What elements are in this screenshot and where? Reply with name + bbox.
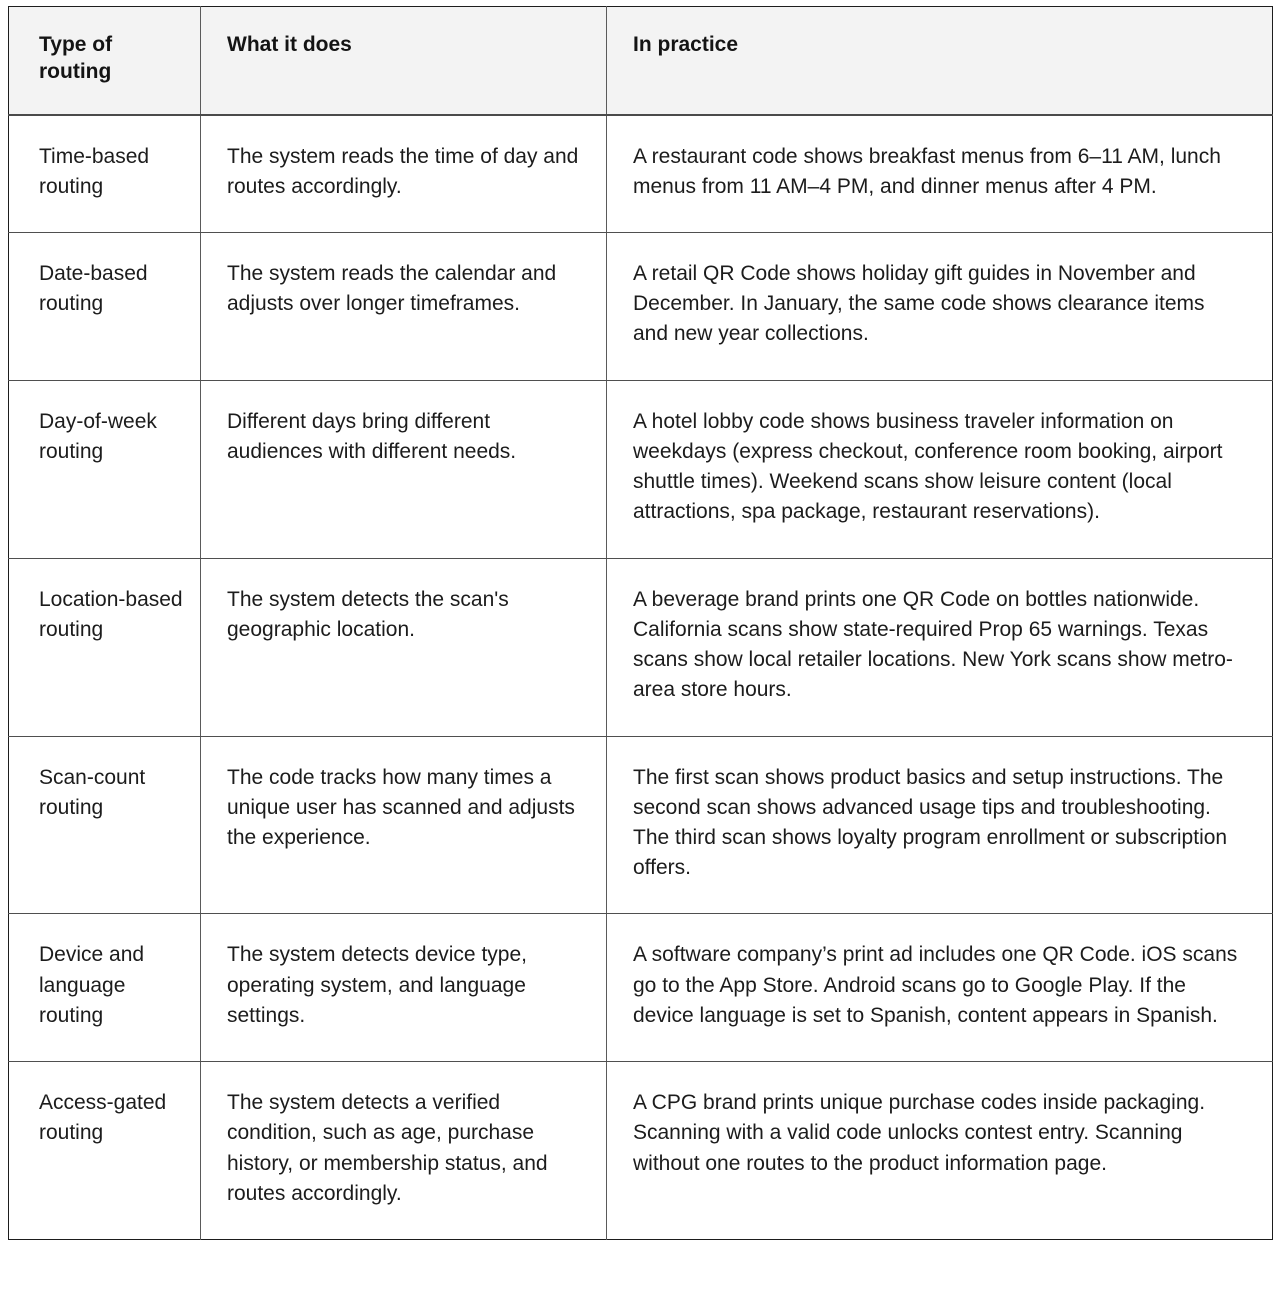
column-header-type-line-1: Type of (39, 33, 113, 56)
column-header-type-line-2: routing (39, 60, 112, 84)
cell-routing-type: Date-based routing (9, 232, 201, 380)
table-row (9, 1062, 1273, 1240)
cell-what-it-does: The system detects the scan's geographic location. (201, 558, 607, 736)
cell-what-it-does: The system reads the calendar and adjusts over longer timeframes. (201, 232, 607, 380)
cell-routing-type: Access-gated routing (9, 1062, 201, 1240)
cell-routing-type: Time-based routing (9, 115, 201, 233)
cell-what-it-does: The code tracks how many times a unique user has scanned and adjusts the experience. (201, 736, 607, 914)
cell-routing-type: Day-of-week routing (9, 380, 201, 558)
cell-routing-type: Location-based routing (9, 558, 201, 736)
table-row (9, 558, 1273, 736)
table-row (9, 736, 1273, 914)
table-header (9, 7, 1273, 115)
cell-in-practice: A beverage brand prints one QR Code on bottles nationwide. California scans show state-required Prop 65 warnings. Texas scans show local retailer locations. New York scans show metro-area store hours. (607, 558, 1273, 736)
cell-what-it-does: The system detects a verified condition, such as age, purchase history, or membership status, and routes accordingly. (201, 1062, 607, 1240)
qr-routing-types-table (8, 6, 1273, 1240)
column-header-in-practice: In practice (607, 7, 1273, 115)
cell-in-practice: A software company’s print ad includes one QR Code. iOS scans go to the App Store. Android scans go to Google Play. If the device language is set to Spanish, content appears in Spanish. (607, 914, 1273, 1062)
column-header-what-it-does: What it does (201, 7, 607, 115)
cell-in-practice: A retail QR Code shows holiday gift guides in November and December. In January, the same code shows clearance items and new year collections. (607, 232, 1273, 380)
cell-what-it-does: The system reads the time of day and routes accordingly. (201, 115, 607, 233)
column-header-type-of-routing (9, 7, 201, 115)
table-row (9, 380, 1273, 558)
cell-what-it-does: The system detects device type, operating system, and language settings. (201, 914, 607, 1062)
cell-in-practice: The first scan shows product basics and setup instructions. The second scan shows advanced usage tips and troubleshooting. The third scan shows loyalty program enrollment or subscription offers. (607, 736, 1273, 914)
cell-in-practice: A restaurant code shows breakfast menus from 6–11 AM, lunch menus from 11 AM–4 PM, and dinner menus after 4 PM. (607, 115, 1273, 233)
cell-in-practice: A hotel lobby code shows business traveler information on weekdays (express checkout, conference room booking, airport shuttle times). Weekend scans show leisure content (local attractions, spa package, restaurant reservations). (607, 380, 1273, 558)
table-row (9, 232, 1273, 380)
cell-routing-type: Device and language routing (9, 914, 201, 1062)
table-body (9, 115, 1273, 1240)
table-row (9, 115, 1273, 233)
cell-in-practice: A CPG brand prints unique purchase codes inside packaging. Scanning with a valid code unlocks contest entry. Scanning without one routes to the product information page. (633, 1091, 1206, 1175)
table-header-row (9, 7, 1273, 115)
cell-routing-type: Scan-count routing (9, 736, 201, 914)
table-row (9, 914, 1273, 1062)
cell-what-it-does: Different days bring different audiences with different needs. (201, 380, 607, 558)
